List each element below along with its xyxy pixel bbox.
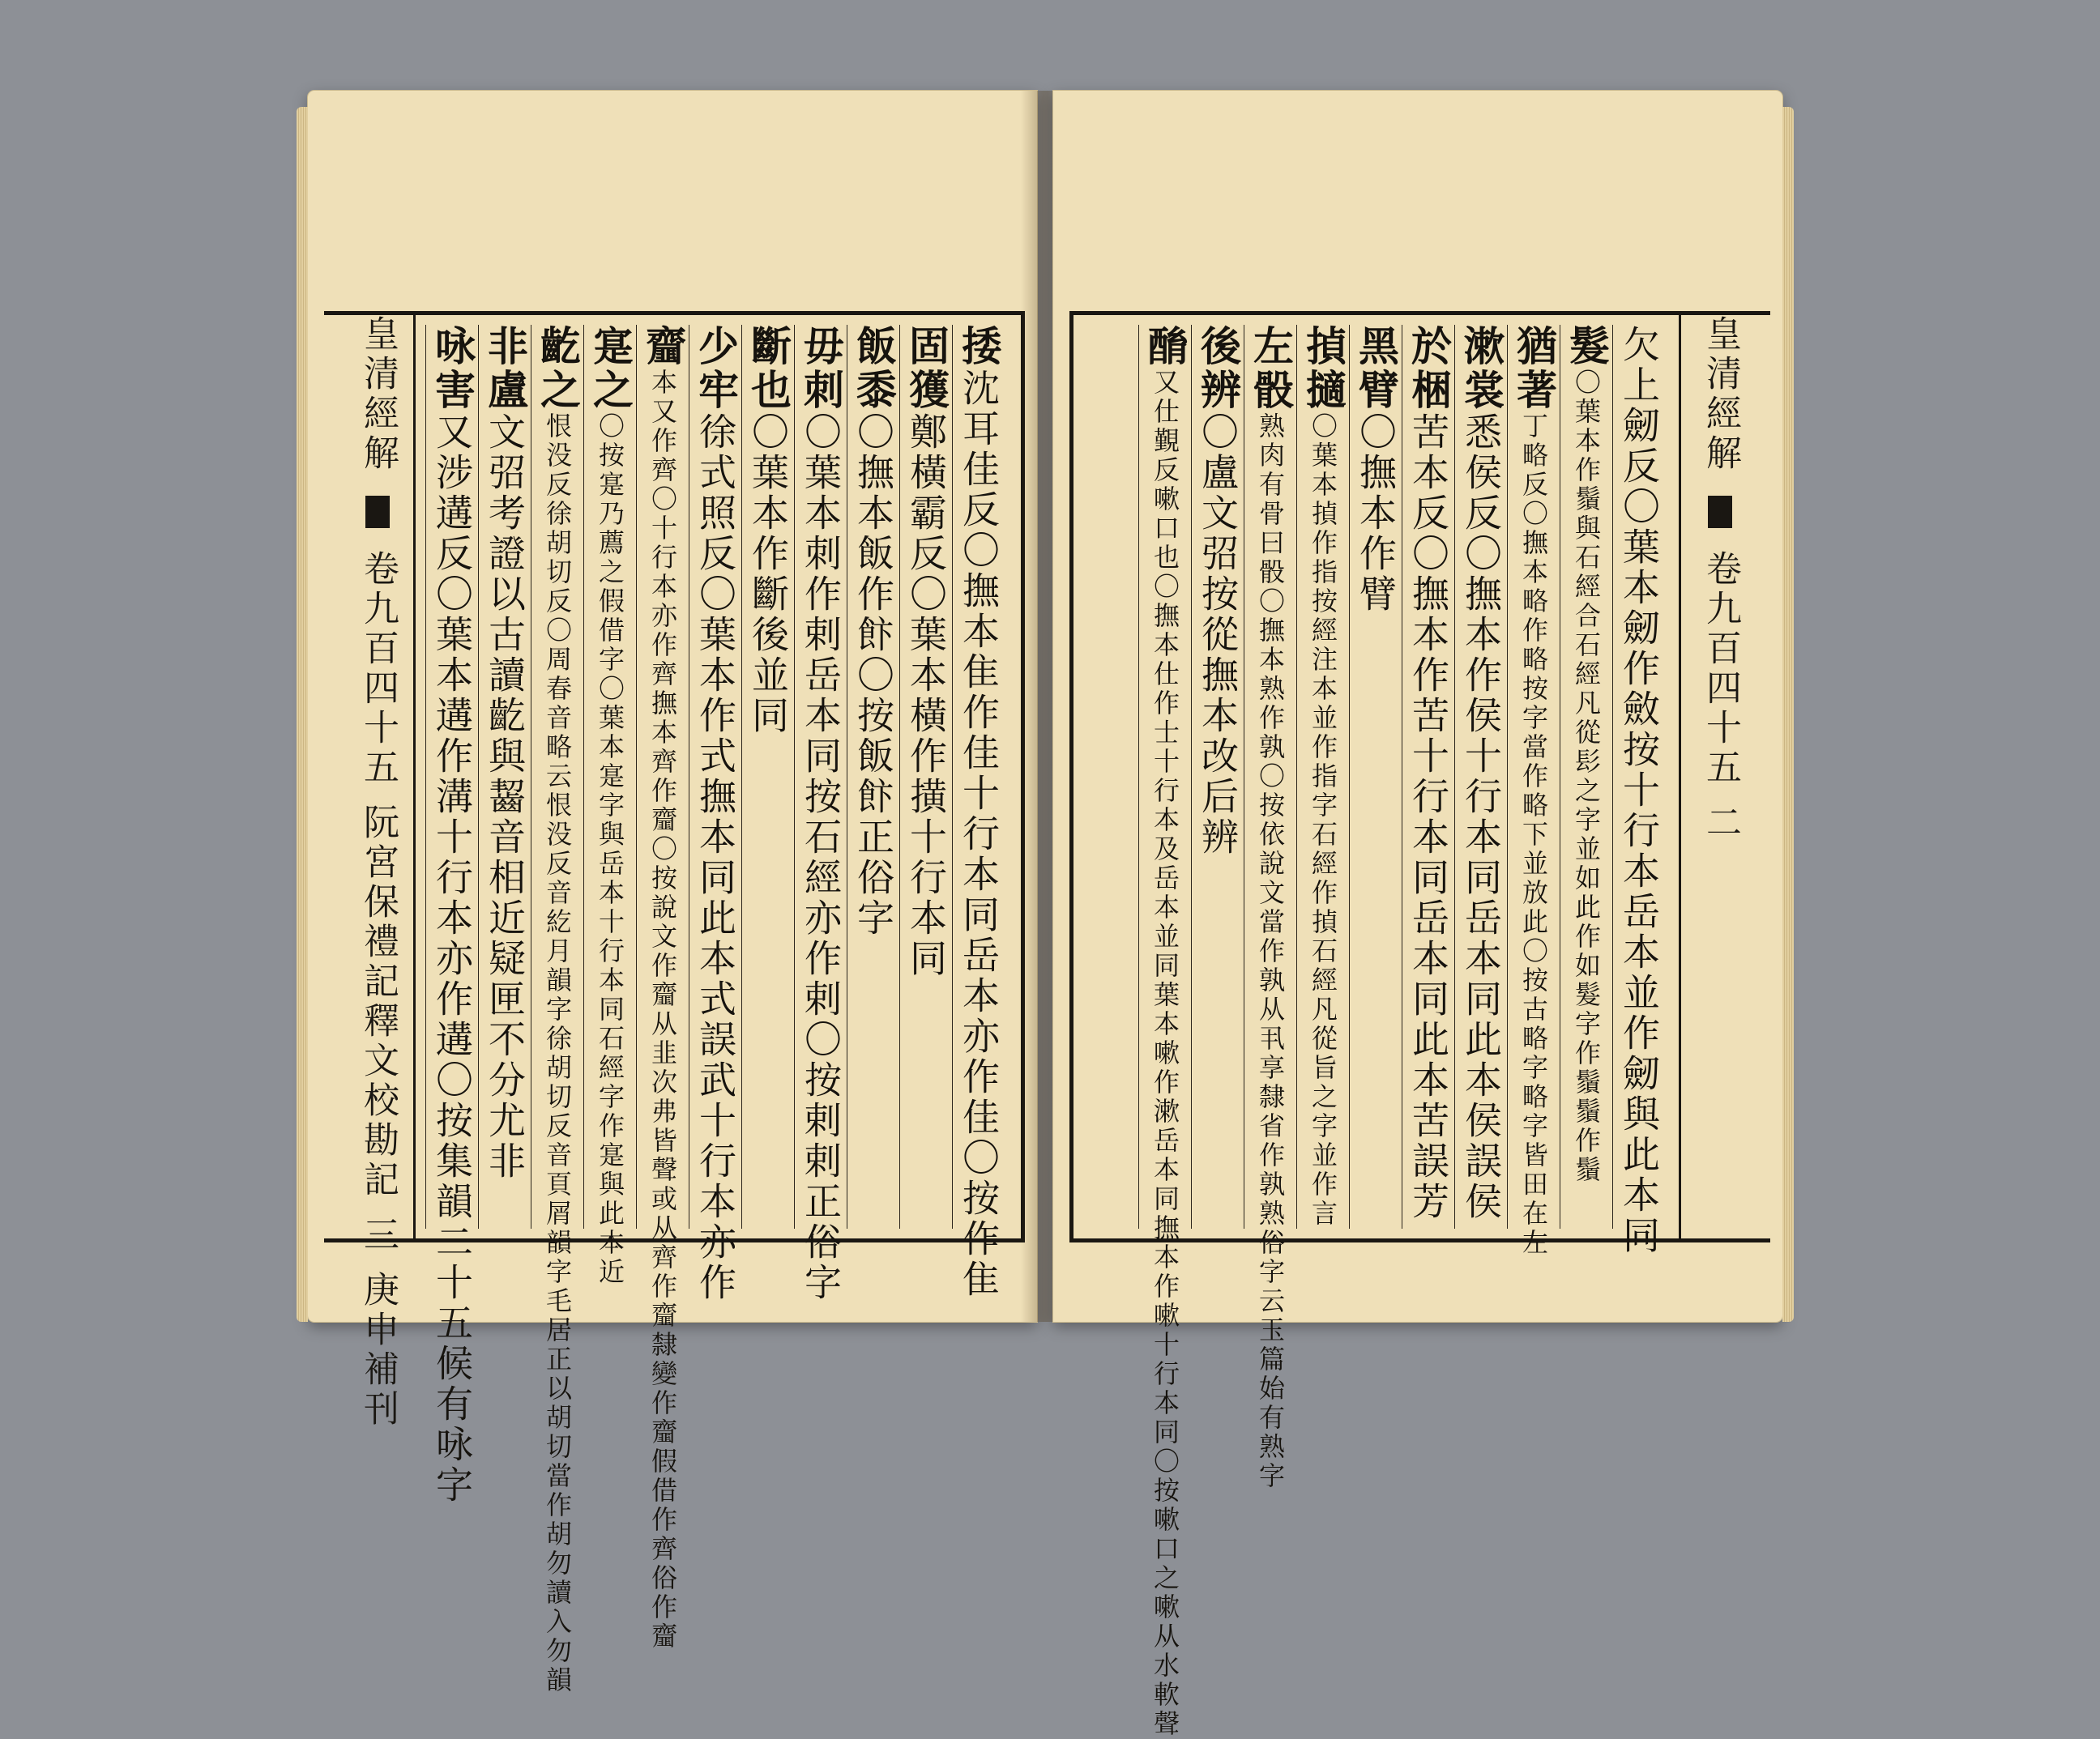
text-column — [794, 325, 847, 1303]
text-column — [847, 325, 899, 1229]
entry-text: 又仕覲反嗽口也〇撫本仕作士十行本及岳本並同葉本嗽作漱岳本同撫本作嗽十行本同〇按嗽口之嗽从水軟聲 — [1150, 369, 1180, 1739]
entry-text: 恨没反徐胡切反〇周春音略云恨没反音紇月韻字徐胡切反音頁屑韻字毛居正以胡切當作胡勿讀入勿韻 — [542, 412, 573, 1695]
entry-head: 後辨 — [1194, 325, 1242, 412]
entry-head: 捼 — [955, 325, 1003, 369]
entry-head: 猶著 — [1510, 325, 1558, 412]
text-column — [1349, 325, 1402, 1229]
entry-text: 〇撫本飯作飰〇按飯飰正俗字 — [852, 412, 895, 939]
banner-fold-no: 三 — [357, 1216, 399, 1255]
entry-text: 欠上劒反〇葉本劒作斂按十行本岳本並作劒與此本同 — [1617, 325, 1661, 1256]
entry-head: 髮 — [1563, 325, 1611, 369]
entry-text: 又涉遘反〇葉本遘作溝十行本亦作遘〇按集韻二十五候有咏字 — [430, 412, 474, 1506]
banner-title: 皇清經解 — [357, 315, 399, 474]
text-column — [1507, 325, 1560, 1258]
left-page — [308, 91, 1037, 1695]
banner-press: 庚申補刊 — [357, 1271, 399, 1430]
entry-head: 毋刺 — [797, 325, 845, 412]
text-column — [1191, 325, 1244, 1229]
text-column — [899, 325, 952, 1229]
text-column — [583, 325, 636, 1287]
entry-head: 於梱 — [1405, 325, 1453, 412]
text-column — [531, 325, 583, 1695]
banner-title: 皇清經解 — [1700, 315, 1741, 474]
text-column — [425, 325, 478, 1506]
entry-head: 齏 — [639, 325, 687, 369]
text-column — [741, 325, 794, 1229]
text-column — [689, 325, 741, 1303]
left-banner — [339, 315, 416, 1430]
text-column — [1402, 325, 1454, 1229]
entry-text: 熟肉有骨曰骰〇撫本熟作孰〇按依說文當作孰从丮享隸省作孰熟俗字云玉篇始有熟字 — [1255, 412, 1286, 1491]
banner-author: 阮宮保禮記釋文校勘記 — [357, 803, 399, 1200]
entry-head: 酳 — [1142, 325, 1189, 369]
fish-tail-mark-icon — [1708, 496, 1732, 528]
banner-volume: 卷九百四十五 — [1700, 550, 1741, 788]
entry-text: 悉侯反〇撫本作侯十行本同岳本同此本侯誤侯 — [1459, 412, 1503, 1222]
right-columns — [1090, 325, 1665, 1739]
entry-text: 〇盧文弨按從撫本改后辨 — [1196, 412, 1240, 858]
entry-text: 丁略反〇撫本略作略按字當作略下並放此〇按古略字略字皆田在左 — [1518, 412, 1549, 1258]
entry-head: 左骰 — [1247, 325, 1295, 412]
text-column — [1454, 325, 1507, 1229]
entry-head: 少牢 — [692, 325, 740, 412]
entry-text: 沈耳佳反〇撫本隹作佳十行本同岳本亦作佳〇按作隹 — [957, 369, 1001, 1300]
text-column — [478, 325, 531, 1229]
entry-text: 文弨考證以古讀齕與齧音相近疑匣不分尤非 — [483, 412, 527, 1182]
entry-head: 固獲 — [903, 325, 950, 412]
entry-head: 咏害 — [429, 325, 476, 412]
entry-head: 飯黍 — [850, 325, 898, 412]
entry-text: 〇葉本刺作剌岳本同按石經亦作剌〇按剌剌正俗字 — [799, 412, 843, 1303]
entry-head: 漱裳 — [1458, 325, 1505, 412]
text-column — [1612, 325, 1665, 1256]
entry-text: 〇按寔乃薦之假借字〇葉本寔字與岳本十行本同石經字作寔與此本近 — [595, 412, 625, 1287]
text-column — [1138, 325, 1191, 1739]
fish-tail-mark-icon — [365, 496, 390, 528]
text-column — [1560, 325, 1612, 1229]
text-column — [1296, 325, 1349, 1229]
right-page — [1053, 91, 1782, 1739]
page-edge — [297, 107, 308, 1322]
entry-text: 本又作齊〇十行本亦作齊撫本齊作齏〇按說文作齏从韭次弗皆聲或从齊作齏隸變作齏假借作齊俗作齏 — [647, 369, 678, 1652]
entry-head: 非盧 — [481, 325, 529, 412]
page-edge — [1782, 107, 1794, 1322]
right-banner — [1679, 315, 1756, 1238]
entry-text: 徐式照反〇葉本作式撫本同此本式誤武十行本亦作 — [694, 412, 737, 1303]
entry-text: 鄭橫霸反〇葉本橫作撗十行本同 — [904, 412, 948, 979]
left-text-frame — [324, 311, 1025, 1695]
text-column — [636, 325, 689, 1652]
entry-head: 寔之 — [587, 325, 634, 412]
entry-text: 〇葉本作斷後並同 — [746, 412, 790, 736]
banner-fold-no: 二 — [1700, 803, 1741, 843]
entry-text: 〇葉本作鬚與石經合石經凡從髟之字並如此作如髮字作鬚鬚作鬚 — [1571, 369, 1602, 1185]
entry-text: 〇葉本揁作指按經注本並作指字石經作揁石經凡從旨之字並作言 — [1308, 412, 1338, 1229]
text-column — [952, 325, 1005, 1300]
entry-text: 苦本反〇撫本作苦十行本同岳本同此本苦誤芳 — [1406, 412, 1450, 1222]
open-book — [308, 81, 1799, 1739]
entry-head: 揁擿 — [1300, 325, 1347, 412]
right-text-frame — [1069, 311, 1770, 1739]
entry-head: 斷也 — [745, 325, 792, 412]
entry-head: 齕之 — [534, 325, 582, 412]
entry-text: 〇撫本作臂 — [1354, 412, 1398, 615]
entry-head: 黑臂 — [1352, 325, 1400, 412]
text-column — [1244, 325, 1296, 1491]
banner-volume: 卷九百四十五 — [357, 550, 399, 788]
left-columns — [429, 325, 1005, 1695]
